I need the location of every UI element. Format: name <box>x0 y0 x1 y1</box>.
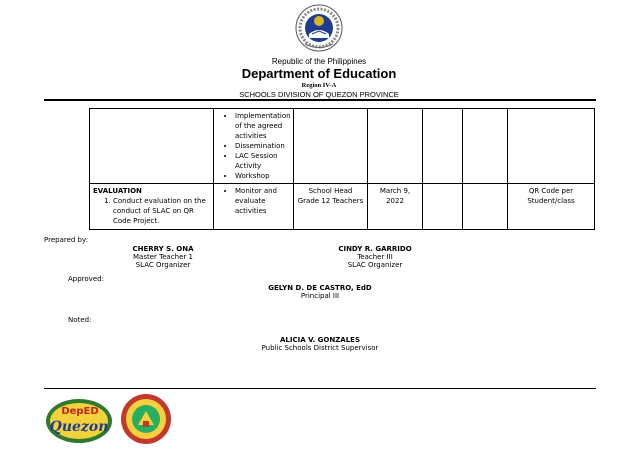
noted-label: Noted: <box>68 316 92 324</box>
department-title: Department of Education <box>241 66 397 81</box>
date-cell <box>368 109 423 184</box>
signatory-block <box>230 336 410 352</box>
activities-cell <box>214 109 294 184</box>
action-plan-table <box>89 108 595 230</box>
table-row <box>90 184 595 230</box>
persons-cell: School Head Grade 12 Teachers <box>294 184 368 230</box>
signatory-name: CINDY R. GARRIDO <box>338 245 412 253</box>
signatory-block <box>245 284 395 300</box>
signatory-title: Public Schools District Supervisor <box>261 344 379 352</box>
date-cell: March 9, 2022 <box>368 184 423 230</box>
activities-cell <box>214 184 294 230</box>
signatory-title: Teacher III <box>357 253 393 261</box>
list-item: • Implementation of the agreed activities <box>235 111 290 141</box>
list-item: • Workshop <box>235 171 290 181</box>
empty-cell <box>423 184 463 230</box>
list-item: • LAC Session Activity <box>235 151 290 171</box>
deped-quezon-logo <box>44 393 114 445</box>
header-rule <box>44 99 596 101</box>
signatory-block <box>108 245 218 269</box>
approved-label: Approved: <box>68 275 104 283</box>
empty-cell <box>423 109 463 184</box>
signatory-title: Principal III <box>300 292 340 300</box>
signatory-title: SLAC Organizer <box>347 261 403 269</box>
region-label: Region IV-A <box>301 82 337 89</box>
table-row <box>90 109 595 184</box>
quezon-logo-text-top: DepED <box>61 406 99 417</box>
deped-seal-icon <box>295 4 343 52</box>
list-item: • Dissemination <box>235 141 290 151</box>
outcome-cell: QR Code per Student/class <box>508 184 595 230</box>
prepared-by-label: Prepared by: <box>44 236 88 244</box>
signatory-name: GELYN D. DE CASTRO, EdD <box>268 284 372 292</box>
division-label: SCHOOLS DIVISION OF QUEZON PROVINCE <box>239 90 399 99</box>
signatory-title: Master Teacher 1 <box>133 253 193 261</box>
republic-label: Republic of the Philippines <box>271 57 367 66</box>
outcome-cell <box>508 109 595 184</box>
empty-cell <box>463 184 508 230</box>
empty-cell <box>463 109 508 184</box>
quezon-logo-text: Quezon <box>49 419 109 435</box>
signatory-name: CHERRY S. ONA <box>132 245 194 253</box>
signatory-name: ALICIA V. GONZALES <box>279 336 361 344</box>
phase-cell <box>90 109 214 184</box>
list-item: 1. Conduct evaluation on the conduct of SLAC on QR Code Project. <box>113 196 210 226</box>
phase-title: EVALUATION <box>93 187 142 195</box>
school-seal-icon <box>120 393 172 445</box>
signatory-block <box>315 245 435 269</box>
signatory-title: SLAC Organizer <box>135 261 191 269</box>
persons-cell <box>294 109 368 184</box>
phase-cell <box>90 184 214 230</box>
footer-rule <box>44 388 596 389</box>
list-item: • Monitor and evaluate activities <box>235 186 290 216</box>
